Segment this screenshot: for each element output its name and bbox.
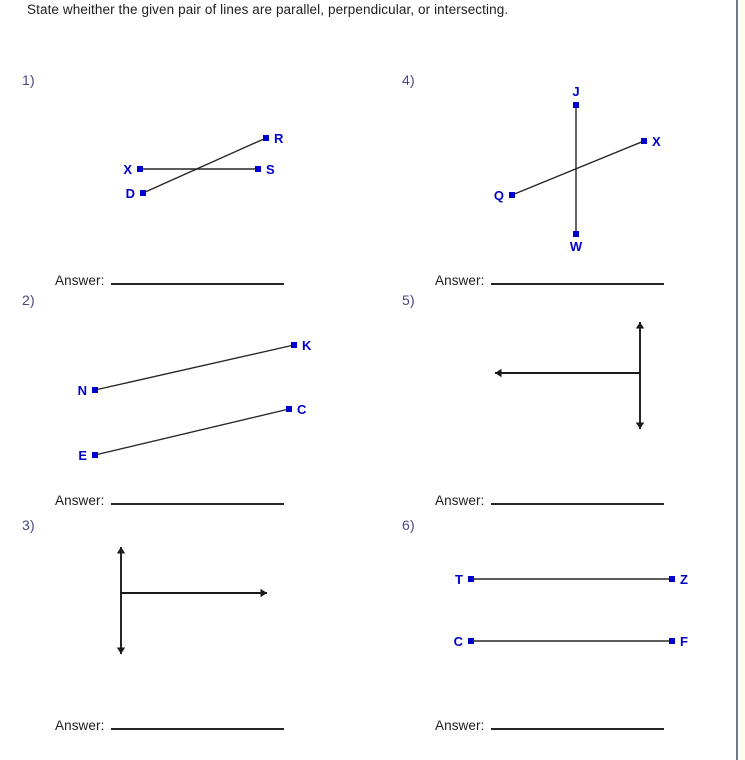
- point-label-F: F: [680, 634, 688, 649]
- answer-input-blank[interactable]: [491, 490, 664, 505]
- problem-1: [0, 72, 360, 294]
- point-label-X: X: [123, 162, 132, 177]
- answer-input-blank[interactable]: [111, 490, 284, 505]
- figure-canvas: [380, 517, 740, 702]
- point-marker-E: [92, 452, 98, 458]
- point-marker-K: [291, 342, 297, 348]
- point-marker-Z: [669, 576, 675, 582]
- problem-number: 3): [22, 517, 35, 533]
- problem-number: 1): [22, 72, 35, 88]
- answer-label: Answer:: [435, 718, 485, 733]
- arrow-head-down-icon: [636, 423, 644, 430]
- problem-number: 6): [402, 517, 415, 533]
- answer-input-blank[interactable]: [111, 270, 284, 285]
- figure-canvas: [380, 72, 740, 257]
- problem-2: [0, 292, 360, 514]
- answer-row: [55, 270, 284, 288]
- arrow-head-down-icon: [117, 648, 125, 655]
- figure-two-segments: [380, 72, 740, 257]
- point-marker-R: [263, 135, 269, 141]
- answer-input-blank[interactable]: [491, 715, 664, 730]
- point-label-C: C: [453, 634, 463, 649]
- figure-two-segments: [0, 292, 360, 477]
- point-label-W: W: [569, 239, 583, 254]
- answer-input-blank[interactable]: [111, 715, 284, 730]
- answer-row: [435, 270, 664, 288]
- point-label-Q: Q: [493, 188, 504, 203]
- point-marker-T: [468, 576, 474, 582]
- answer-label: Answer:: [55, 493, 105, 508]
- point-label-S: S: [266, 162, 275, 177]
- point-marker-N: [92, 387, 98, 393]
- point-marker-J: [573, 102, 579, 108]
- point-label-E: E: [78, 448, 87, 463]
- arrow-head-up-icon: [636, 322, 644, 329]
- problem-4: [380, 72, 740, 294]
- segment-DR: [143, 138, 266, 193]
- answer-input-blank[interactable]: [491, 270, 664, 285]
- figure-canvas: [0, 517, 360, 702]
- point-marker-X: [137, 166, 143, 172]
- answer-label: Answer:: [55, 718, 105, 733]
- point-marker-F: [669, 638, 675, 644]
- point-marker-S: [255, 166, 261, 172]
- answer-label: Answer:: [435, 493, 485, 508]
- answer-label: Answer:: [435, 273, 485, 288]
- problem-number: 2): [22, 292, 35, 308]
- figure-perpendicular-rays: [380, 292, 740, 477]
- answer-row: [435, 490, 664, 508]
- segment-QX: [512, 141, 644, 195]
- point-label-T: T: [455, 572, 463, 587]
- figure-perpendicular-rays: [0, 517, 360, 702]
- point-marker-Q: [509, 192, 515, 198]
- arrow-head-up-icon: [117, 547, 125, 554]
- figure-two-segments: [380, 517, 740, 702]
- point-marker-X: [641, 138, 647, 144]
- point-label-X: X: [652, 134, 661, 149]
- arrow-head-right-icon: [261, 589, 268, 597]
- point-marker-W: [573, 231, 579, 237]
- page-edge-strip: [738, 0, 745, 760]
- figure-canvas: [0, 292, 360, 477]
- arrow-head-left-icon: [495, 369, 502, 377]
- point-marker-C: [468, 638, 474, 644]
- point-label-R: R: [274, 131, 284, 146]
- problem-3: [0, 517, 360, 739]
- figure-two-segments: [0, 72, 360, 257]
- point-label-J: J: [572, 84, 580, 99]
- figure-canvas: [0, 72, 360, 257]
- point-marker-D: [140, 190, 146, 196]
- point-label-K: K: [302, 338, 312, 353]
- segment-EC: [95, 409, 289, 455]
- problem-5: [380, 292, 740, 514]
- point-label-C: C: [297, 402, 307, 417]
- point-marker-C: [286, 406, 292, 412]
- problem-6: [380, 517, 740, 739]
- answer-label: Answer:: [55, 273, 105, 288]
- point-label-Z: Z: [680, 572, 688, 587]
- answer-row: [435, 715, 664, 733]
- answer-row: [55, 715, 284, 733]
- worksheet-instructions: State wheither the given pair of lines are parallel, perpendicular, or intersecting.: [27, 2, 509, 17]
- figure-canvas: [380, 292, 740, 477]
- problem-number: 4): [402, 72, 415, 88]
- point-label-N: N: [77, 383, 87, 398]
- answer-row: [55, 490, 284, 508]
- segment-NK: [95, 345, 294, 390]
- point-label-D: D: [125, 186, 135, 201]
- problem-number: 5): [402, 292, 415, 308]
